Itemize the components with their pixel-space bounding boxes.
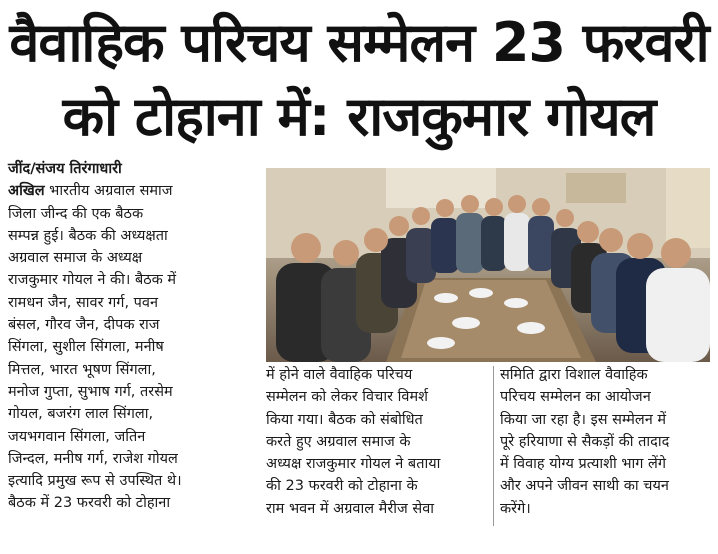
- col1-line-12: जिन्दल, मनीष गर्ग, राजेश गोयल: [8, 450, 178, 467]
- col2-line-4: अध्यक्ष राजकुमार गोयल ने बताया: [266, 456, 441, 473]
- headline-line-1: वैवाहिक परिचय सम्मेलन 23 फरवरी: [9, 11, 709, 74]
- col1-line-5: रामधन जैन, सावर गर्ग, पवन: [8, 294, 159, 311]
- col1-line-7: सिंगला, सुशील सिंगला, मनीष: [8, 339, 164, 356]
- col3-line-5: और अपने जीवन साथी का चयन: [500, 478, 669, 495]
- col3-line-2: किया जा रहा है। इस सम्मेलन में: [500, 411, 667, 428]
- col1-line-2: सम्पन्न हुई। बैठक की अध्यक्षता: [8, 227, 168, 244]
- col1-line-8: मित्तल, भारत भूषण सिंगला,: [8, 361, 156, 378]
- col1-line-0: [8, 180, 258, 202]
- col1-line-1: जिला जीन्द की एक बैठक: [8, 205, 144, 222]
- headline-line-2: को टोहाना में: राजकुमार गोयल: [62, 85, 656, 148]
- col3-line-0: समिति द्वारा विशाल वैवाहिक: [500, 367, 648, 383]
- col3-line-4: में विवाह योग्य प्रत्याशी भाग लेंगे: [500, 456, 667, 473]
- article-column-1: [8, 158, 258, 515]
- col2-line-0: में होने वाले वैवाहिक परिचय: [266, 367, 413, 383]
- col1-line-4: राजकुमार गोयल ने की। बैठक में: [8, 272, 177, 289]
- meeting-photo: [266, 168, 710, 362]
- col1-line-13: इत्यादि प्रमुख रूप से उपस्थित थे।: [8, 473, 182, 490]
- article-column-2: [266, 364, 488, 520]
- meeting-photo-illustration: [266, 168, 710, 362]
- col1-line-0-text: भारतीय अग्रवाल समाज: [49, 183, 173, 200]
- column-divider: [493, 366, 494, 526]
- col3-line-1: परिचय सम्मेलन का आयोजन: [500, 389, 651, 406]
- col3-line-6: करेंगे।: [500, 500, 531, 517]
- col1-line-9: मनोज गुप्ता, सुभाष गर्ग, तरसेम: [8, 383, 173, 400]
- col2-line-5: की 23 फरवरी को टोहाना के: [266, 478, 418, 495]
- col1-line-6: बंसल, गौरव जैन, दीपक राज: [8, 317, 160, 334]
- col1-line-11: जयभगवान सिंगला, जतिन: [8, 428, 146, 445]
- byline: जींद/संजय तिरंगाधारी: [8, 161, 122, 177]
- col1-line-14: बैठक में 23 फरवरी को टोहाना: [8, 495, 171, 512]
- col1-line-3: अग्रवाल समाज के अध्यक्ष: [8, 250, 143, 267]
- col3-line-3: पूरे हरियाणा से सैकड़ों की तादाद: [500, 433, 670, 450]
- lead-word: अखिल: [8, 183, 45, 200]
- article-column-3: [500, 364, 712, 520]
- col2-line-1: सम्मेलन को लेकर विचार विमर्श: [266, 389, 428, 406]
- col2-line-3: करते हुए अग्रवाल समाज के: [266, 433, 411, 450]
- col2-line-6: राम भवन में अग्रवाल मैरीज सेवा: [266, 500, 435, 517]
- col2-line-2: किया गया। बैठक को संबोधित: [266, 411, 423, 428]
- col1-line-10: गोयल, बजरंग लाल सिंगला,: [8, 406, 154, 423]
